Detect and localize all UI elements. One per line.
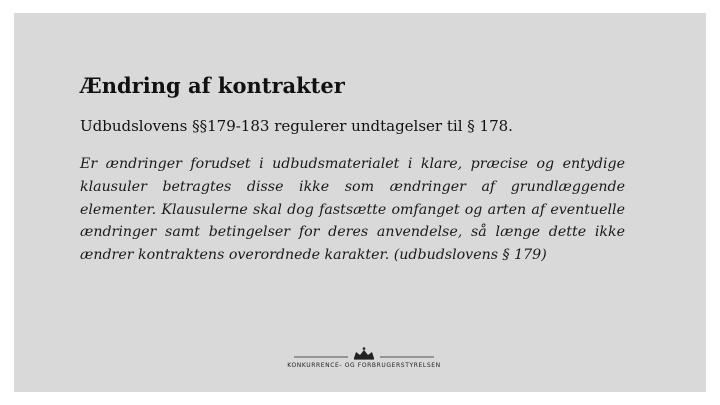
slide-title: Ændring af kontrakter [80, 73, 345, 98]
crown-icon [294, 347, 434, 361]
slide [14, 13, 706, 392]
slide-body-text: Er ændringer forudset i udbudsmaterialet i klare, præcise og entydige klausuler betragtes disse ikke som ændringer af grundlæggende elementer. Klausulerne skal dog fastsætte omfanget og arten af eventuelle ændringer samt betingelser for deres anvendelse, så længe dette ikke ændrer kontraktens overordnede karakter. (udbudslovens § 179) [80, 156, 625, 264]
agency-logo [284, 347, 444, 377]
slide-subtitle: Udbudslovens §§179-183 regulerer undtagelser til § 178. [80, 117, 513, 135]
logo-wordmark: KONKURRENCE- OG FORBRUGERSTYRELSEN [287, 362, 441, 369]
